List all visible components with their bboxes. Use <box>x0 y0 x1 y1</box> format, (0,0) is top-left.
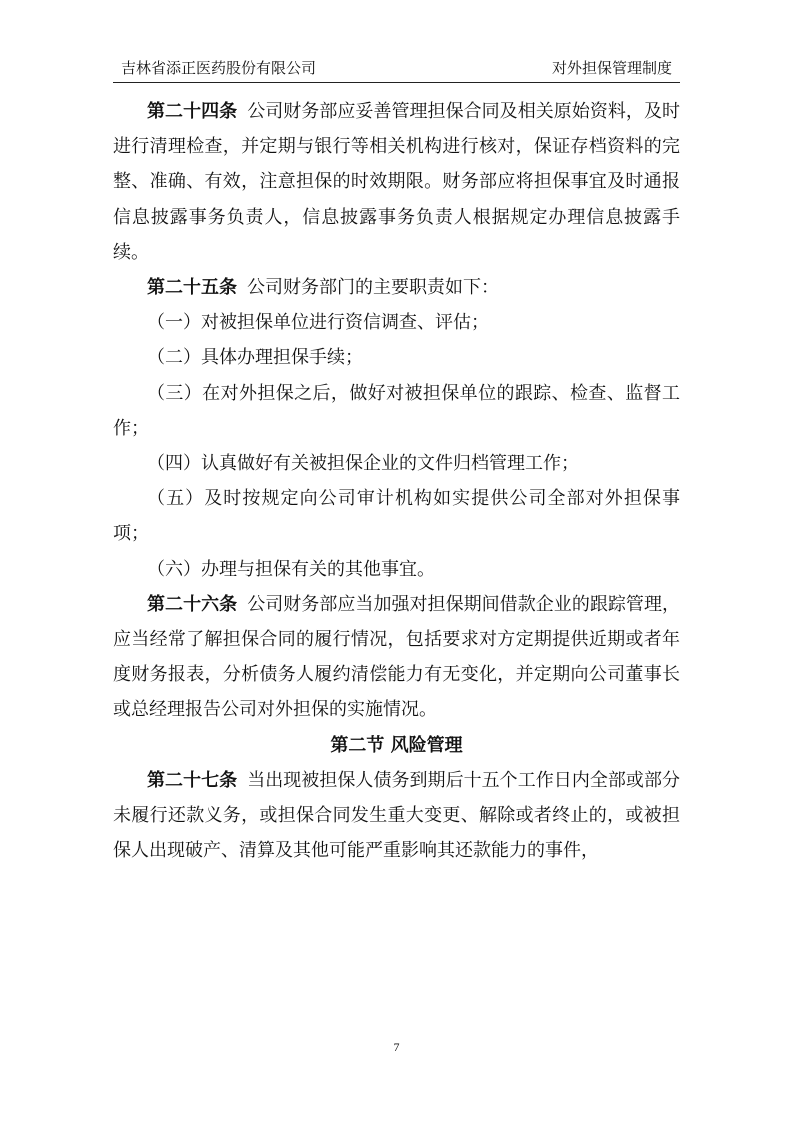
article-26-text: 公司财务部应当加强对担保期间借款企业的跟踪管理，应当经常了解担保合同的履行情况，包括要求对方定期提供近期或者年度财务报表，分析债务人履约清偿能力有无变化，并定期向公司董事长或总经理报告公司对外担保的实施情况。 <box>113 593 680 721</box>
document-body <box>113 94 680 868</box>
article-25-title: 第二十五条 <box>147 277 237 299</box>
article-25-item-2: （二）具体办理担保手续； <box>147 347 363 369</box>
article-27 <box>113 763 680 869</box>
article-25-item-3: （三）在对外担保之后，做好对被担保单位的跟踪、检查、监督工作； <box>113 382 680 439</box>
article-27-text: 当出现被担保人债务到期后十五个工作日内全部或部分未履行还款义务，或担保合同发生重大变更、解除或者终止的，或被担保人出现破产、清算及其他可能严重影响其还款能力的事件， <box>113 769 680 862</box>
article-24-text: 公司财务部应妥善管理担保合同及相关原始资料，及时进行清理检查，并定期与银行等相关机构进行核对，保证存档资料的完整、准确、有效，注意担保的时效期限。财务部应将担保事宜及时通报信息披露事务负责人，信息披露事务负责人根据规定办理信息披露手续。 <box>113 101 680 263</box>
article-25-item-1: （一）对被担保单位进行资信调查、评估； <box>147 312 489 334</box>
article-26-title: 第二十六条 <box>147 593 238 615</box>
article-25-item-4: （四）认真做好有关被担保企业的文件归档管理工作； <box>147 453 579 475</box>
article-25-text: 公司财务部门的主要职责如下： <box>247 277 499 299</box>
header-company-name: 吉林省添正医药股份有限公司 <box>121 59 317 77</box>
article-26 <box>113 587 680 728</box>
section-title: 第二节 风险管理 <box>330 734 463 756</box>
article-25 <box>113 270 680 305</box>
article-27-title: 第二十七条 <box>147 769 238 791</box>
article-25-item-6: （六）办理与担保有关的其他事宜。 <box>147 558 435 580</box>
page-header <box>113 56 680 83</box>
article-25-item-5: （五）及时按规定向公司审计机构如实提供公司全部对外担保事项； <box>113 488 680 545</box>
article-24 <box>113 94 680 270</box>
page-number: 7 <box>393 1040 400 1054</box>
header-document-title: 对外担保管理制度 <box>551 59 672 77</box>
article-24-title: 第二十四条 <box>147 101 238 122</box>
